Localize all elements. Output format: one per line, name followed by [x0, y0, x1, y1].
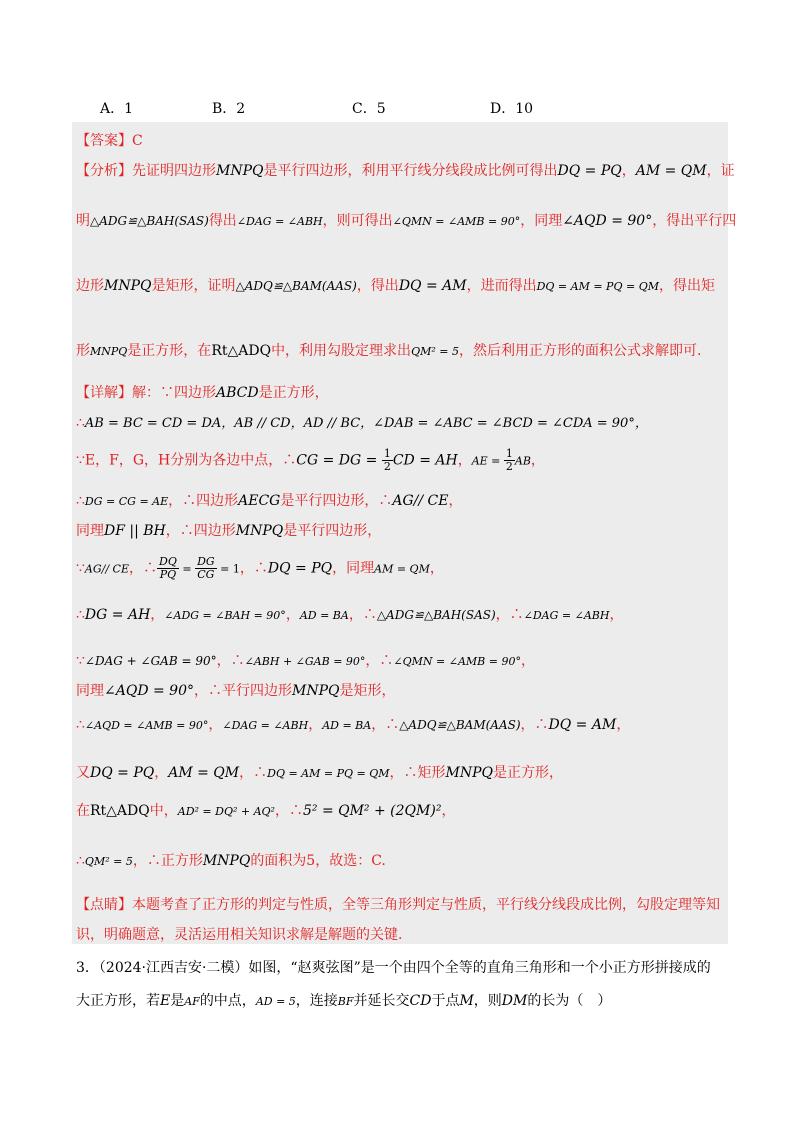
- text: ，∴: [348, 607, 377, 623]
- math: AG// CE: [84, 562, 130, 576]
- math: M: [459, 993, 474, 1009]
- text: ，∴: [129, 560, 158, 577]
- text: 是平行四边形，∴: [280, 493, 393, 509]
- analysis-line-4: [76, 340, 701, 360]
- text: ，∴: [216, 653, 245, 669]
- text: ，得出: [356, 278, 399, 294]
- choice-d: D．10: [490, 101, 534, 117]
- text: 是正方形，: [492, 765, 563, 781]
- detail-line-10: [76, 714, 630, 734]
- math: AB: [514, 454, 531, 468]
- text: ∴: [76, 493, 85, 509]
- comment-line-1: [76, 894, 720, 914]
- text: 得出: [208, 213, 237, 229]
- math: ∠ADG = ∠BAH = 90°: [164, 609, 286, 622]
- math: ∠QMN = ∠AMB = 90°: [393, 655, 521, 668]
- text: 又: [76, 765, 90, 781]
- text: 中，利用勾股定理求出: [271, 343, 412, 359]
- math: ∠DAG = ∠ABH: [523, 609, 610, 622]
- comment-text: 识，明确题意，灵活运用相关知识求解是解题的关键.: [76, 927, 403, 943]
- text: ，: [150, 607, 165, 623]
- math: DQ = PQ: [557, 163, 622, 179]
- text: ∵: [76, 560, 85, 577]
- math: ∠AQD = ∠AMB = 90°: [84, 719, 209, 732]
- math: CD: [409, 993, 432, 1009]
- text: ，∴: [239, 765, 268, 781]
- detail-line-2: [76, 412, 648, 431]
- text: ，: [208, 717, 223, 733]
- math: DQ = AM: [548, 717, 617, 733]
- numerator: 1: [383, 447, 391, 460]
- text: 同理: [76, 683, 104, 699]
- math: BF: [337, 995, 354, 1008]
- text: ，: [308, 717, 323, 733]
- choice-a: A．1: [100, 101, 134, 117]
- math: AECG: [238, 493, 281, 509]
- math: DQ = PQ: [267, 560, 333, 577]
- detail-line-3: [76, 448, 545, 473]
- analysis-line-1: [76, 160, 735, 180]
- math: DQ = AM = PQ = QM: [536, 280, 659, 293]
- text: 的长为（ ）: [527, 993, 612, 1009]
- text: ，: [530, 452, 545, 469]
- math: △ADG≌△BAH(SAS): [376, 608, 496, 622]
- denominator: PQ: [159, 568, 177, 581]
- math: QM² = 5: [411, 345, 459, 358]
- text: 的中点，: [199, 993, 256, 1009]
- comment-text: 【点睛】本题考查了正方形的判定与性质，全等三角形判定与性质，平行线分线段成比例，勾股定理等知: [76, 897, 720, 913]
- text: ，则: [473, 993, 502, 1009]
- math: MNPQ: [216, 163, 264, 179]
- math: AD = BA: [299, 609, 349, 622]
- text: ，同理: [332, 560, 375, 577]
- text: ，: [609, 607, 624, 623]
- fraction-dq-pq: [157, 556, 179, 581]
- math: CD = AH: [392, 452, 458, 469]
- math: AB = BC = CD = DA，AB // CD，AD // BC，∠DAB = ∠ABC = ∠BCD = ∠CDA = 90°，: [84, 416, 648, 431]
- detail-line-6: [76, 556, 444, 581]
- text: ，: [429, 560, 444, 577]
- detail-line-12: [76, 800, 455, 820]
- choice-b: B．2: [212, 101, 246, 117]
- text: 边形: [76, 278, 104, 294]
- text: 是平行四边形，: [283, 523, 382, 539]
- math: = 1: [216, 562, 240, 576]
- math: Rt△ADQ: [90, 803, 150, 819]
- math: ∠AQD = 90°: [562, 213, 653, 229]
- text: ，: [448, 493, 463, 509]
- text: ，∴: [495, 607, 524, 623]
- text: ，: [616, 717, 631, 733]
- math: AD = 5: [255, 995, 296, 1008]
- math: QM² = 5: [84, 855, 133, 868]
- numerator: DG: [197, 555, 215, 568]
- text: ，则可得出: [322, 213, 393, 229]
- math: AE =: [471, 454, 504, 468]
- math: AM = QM: [374, 562, 430, 576]
- question-3-line-2: [76, 990, 611, 1010]
- text: ，∴: [239, 560, 268, 577]
- text: 是正方形，在: [127, 343, 212, 359]
- detail-line-13: [76, 850, 386, 870]
- text: ∵E，F，G，H分别为各边中点，∴: [76, 452, 297, 469]
- detail-line-8: [76, 650, 535, 670]
- text: ，: [441, 803, 456, 819]
- detail-line-7: [76, 604, 623, 624]
- math: MNPQ: [235, 523, 284, 539]
- math: ABCD: [216, 385, 259, 401]
- math: △ADQ≌△BAM(AAS): [399, 718, 521, 732]
- math: 5² = QM² + (2QM)²: [302, 803, 442, 819]
- math: DG = AH: [84, 607, 151, 623]
- text: ∵: [76, 653, 85, 669]
- text: 是矩形，证明: [151, 278, 236, 294]
- analysis-line-3: [76, 275, 715, 295]
- math: ∠ABH + ∠GAB = 90°: [244, 655, 366, 668]
- math: =: [178, 562, 196, 576]
- math: DF || BH: [104, 523, 166, 539]
- text: ，∴四边形: [168, 493, 239, 509]
- text: ，∴正方形: [132, 853, 203, 869]
- math: MNPQ: [292, 683, 340, 699]
- math: ∠DAG = ∠ABH: [222, 719, 309, 732]
- question-text: 3．（2024·江西吉安·二模）如图，“赵爽弦图”是一个由四个全等的直角三角形和一个小正方形拼接成的: [76, 960, 711, 976]
- math: ∠DAG + ∠GAB = 90°: [84, 654, 217, 668]
- detail-line-9: [76, 680, 395, 700]
- math: CG = DG =: [296, 452, 382, 469]
- numerator: 1: [505, 447, 513, 460]
- answer-text: 【答案】C: [76, 133, 143, 149]
- math: DQ = AM: [398, 278, 467, 294]
- text: ，∴平行四边形: [194, 683, 292, 699]
- text: ，然后利用正方形的面积公式求解即可.: [458, 343, 702, 359]
- fraction-one-half: [504, 448, 515, 473]
- math: Rt△ADQ: [211, 343, 272, 359]
- detail-heading: 【详解】解：∵四边形: [76, 385, 216, 401]
- text: ，同理: [520, 213, 563, 229]
- text: ，得出平行四: [652, 213, 737, 229]
- text: ∴: [76, 717, 85, 733]
- denominator: 2: [383, 460, 391, 473]
- math: MNPQ: [90, 345, 128, 358]
- comment-line-2: [76, 924, 402, 944]
- math: MNPQ: [202, 853, 251, 869]
- denominator: 2: [505, 460, 513, 473]
- text: 在: [76, 803, 90, 819]
- analysis-line-2: [76, 210, 736, 230]
- math: ∠QMN = ∠AMB = 90°: [392, 215, 521, 228]
- text: ，∴四边形: [165, 523, 236, 539]
- fraction-one-half: [382, 448, 393, 473]
- text: 于点: [431, 993, 460, 1009]
- text: 是矩形，: [339, 683, 396, 699]
- text: ，证: [706, 163, 735, 179]
- math: ∠DAG = ∠ABH: [236, 215, 323, 228]
- text: ∴: [76, 853, 85, 869]
- text: ，∴: [274, 803, 303, 819]
- text: ，∴矩形: [389, 765, 446, 781]
- math: AM = QM: [168, 765, 240, 781]
- text: ∴: [76, 607, 85, 623]
- math: AG// CE: [392, 493, 449, 509]
- denominator: CG: [197, 568, 215, 581]
- text: ，: [154, 765, 169, 781]
- math: DG = CG = AE: [84, 495, 169, 508]
- math: DQ = AM = PQ = QM: [267, 767, 390, 780]
- text: 中，: [149, 803, 178, 819]
- detail-line-1: [76, 382, 329, 402]
- text: 并延长交: [353, 993, 410, 1009]
- text: ，得出矩: [658, 278, 715, 294]
- detail-line-11: [76, 762, 563, 782]
- text: 形: [76, 343, 90, 359]
- choice-c: C．5: [352, 101, 386, 117]
- math: AM = QM: [635, 163, 707, 179]
- math: DM: [501, 993, 528, 1009]
- answer-line: [76, 130, 143, 150]
- answer-choices: [100, 98, 740, 120]
- text: 的面积为5，故选：C.: [250, 853, 386, 869]
- text: 是平行四边形，利用平行线分线段成比例可得出: [263, 163, 558, 179]
- text: ，∴: [371, 717, 400, 733]
- analysis-heading: 【分析】先证明四边形: [76, 163, 216, 179]
- math: MNPQ: [445, 765, 493, 781]
- text: ，: [285, 607, 300, 623]
- text: ∴: [76, 415, 85, 431]
- question-3-line-1: [76, 957, 711, 977]
- math: △ADQ≌△BAM(AAS): [235, 279, 357, 293]
- math: MNPQ: [104, 278, 152, 294]
- fraction-dg-cg: [195, 556, 217, 581]
- text: 是正方形，: [258, 385, 329, 401]
- math: △ADG≌△BAH(SAS): [90, 214, 209, 228]
- detail-line-4: [76, 490, 462, 510]
- text: ，进而得出: [466, 278, 537, 294]
- math: E: [160, 993, 171, 1009]
- math: AD² = DQ² + AQ²: [177, 805, 275, 818]
- text: ，: [520, 653, 535, 669]
- text: ，∴: [520, 717, 549, 733]
- text: 同理: [76, 523, 104, 539]
- numerator: DQ: [159, 555, 177, 568]
- text: ，∴: [365, 653, 394, 669]
- text: ，连接: [295, 993, 338, 1009]
- text: ，: [621, 163, 636, 179]
- text: 明: [76, 213, 90, 229]
- text: 是: [170, 993, 185, 1009]
- detail-line-5: [76, 520, 381, 540]
- math: DQ = PQ: [90, 765, 155, 781]
- text: ，: [457, 452, 472, 469]
- text: 大正方形，若: [76, 993, 160, 1009]
- math: AD = BA: [322, 719, 372, 732]
- math: AF: [184, 995, 200, 1008]
- math: ∠AQD = 90°: [104, 683, 194, 699]
